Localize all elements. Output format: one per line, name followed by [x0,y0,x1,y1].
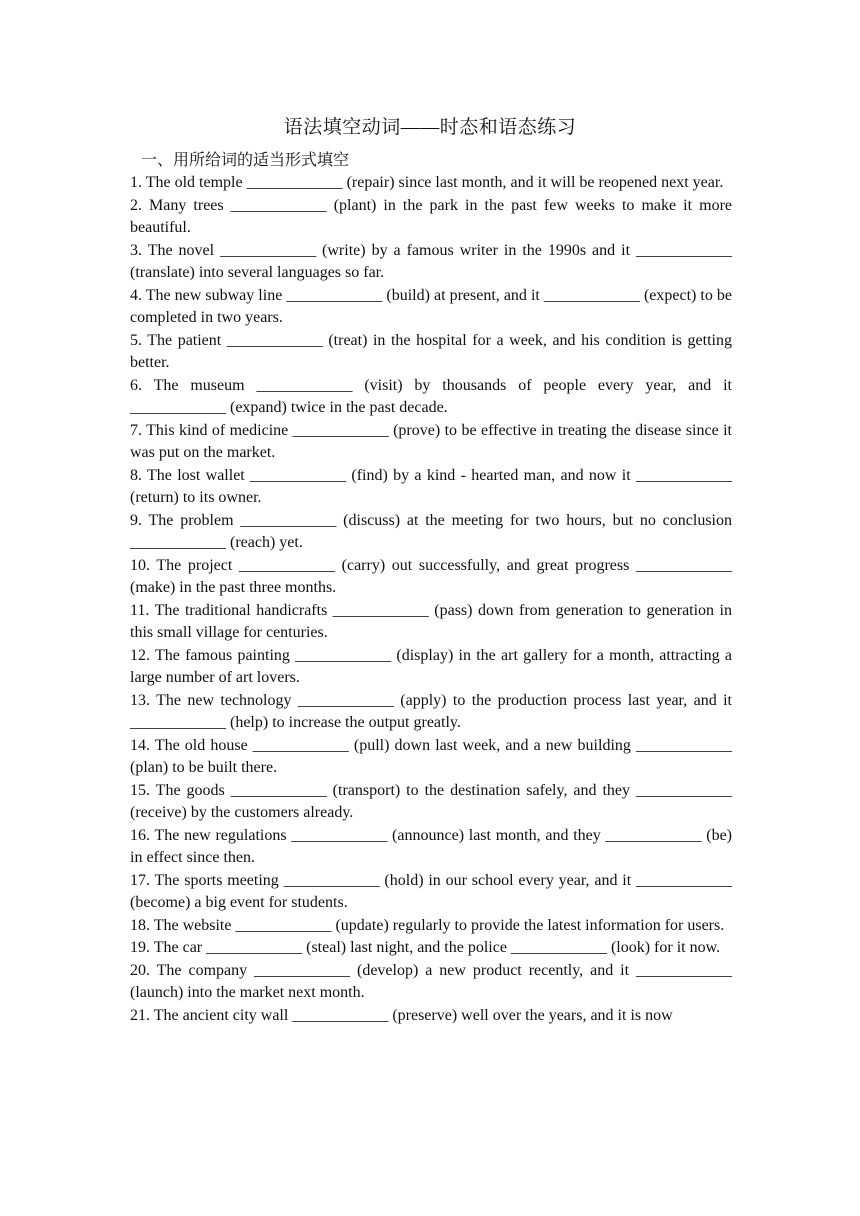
exercise-item-9: 9. The problem ____________ (discuss) at the meeting for two hours, but no conclusion ____________ (reach) yet. [130,511,732,551]
exercise-item-14: 14. The old house ____________ (pull) down last week, and a new building ____________ (plan) to be built there. [130,736,732,776]
exercise-item-6: 6. The museum ____________ (visit) by thousands of people every year, and it ____________ (expand) twice in the past decade. [130,376,732,416]
section-heading: 一、用所给词的适当形式填空 [141,152,350,169]
exercise-item-12: 12. The famous painting ____________ (display) in the art gallery for a month, attracting a large number of art lovers. [130,646,732,686]
exercise-item-2: 2. Many trees ____________ (plant) in the park in the past few weeks to make it more beautiful. [130,196,732,236]
exercise-item-21: 21. The ancient city wall ____________ (preserve) well over the years, and it is now [130,1006,673,1024]
exercise-item-11: 11. The traditional handicrafts ____________ (pass) down from generation to generation in this small village for centuries. [130,601,732,641]
exercise-item-16: 16. The new regulations ____________ (announce) last month, and they ____________ (be) in effect since then. [130,826,732,866]
exercise-item-18: 18. The website ____________ (update) regularly to provide the latest information for users. [130,916,725,934]
exercise-item-4: 4. The new subway line ____________ (build) at present, and it ____________ (expect) to be completed in two years. [130,286,732,326]
exercise-item-7: 7. This kind of medicine ____________ (prove) to be effective in treating the disease since it was put on the market. [130,421,732,461]
exercise-list [130,172,732,1027]
exercise-item-17: 17. The sports meeting ____________ (hold) in our school every year, and it ____________ (become) a big event for students. [130,871,732,911]
exercise-item-20: 20. The company ____________ (develop) a new product recently, and it ____________ (launch) into the market next month. [130,961,732,1001]
exercise-item-1: 1. The old temple ____________ (repair) since last month, and it will be reopened next year. [130,174,724,191]
exercise-item-19: 19. The car ____________ (steal) last night, and the police ____________ (look) for it now. [130,939,721,956]
exercise-item-3: 3. The novel ____________ (write) by a famous writer in the 1990s and it ____________ (translate) into several languages so far. [130,241,732,281]
exercise-item-15: 15. The goods ____________ (transport) to the destination safely, and they ____________ (receive) by the customers already. [130,781,732,821]
exercise-item-5: 5. The patient ____________ (treat) in the hospital for a week, and his condition is getting better. [130,331,732,371]
exercise-item-13: 13. The new technology ____________ (apply) to the production process last year, and it ____________ (help) to increase the output greatly. [130,691,732,731]
page-title: 语法填空动词——时态和语态练习 [283,117,577,138]
exercise-item-10: 10. The project ____________ (carry) out successfully, and great progress ____________ (make) in the past three months. [130,556,732,596]
exercise-item-8: 8. The lost wallet ____________ (find) by a kind - hearted man, and now it ____________ (return) to its owner. [130,466,732,506]
